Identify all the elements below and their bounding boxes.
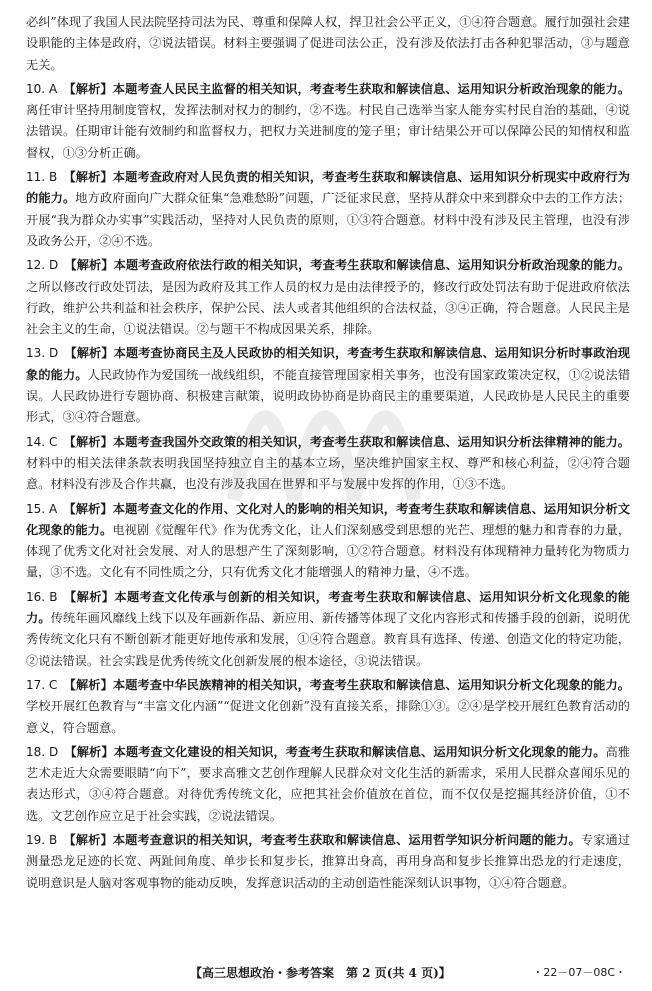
answer-number: 13. D xyxy=(26,346,59,361)
answer-item xyxy=(26,255,630,340)
answer-analysis-lead: 【解析】本题考查政府对人民负责的相关知识，考查考生获取和解读信息、运用知识分析现实中政府行为的能力。 xyxy=(26,170,630,206)
answer-analysis-body: 之所以修改行政处罚法，是因为政府及其工作人员的权力是由法律授予的，修改行政处罚法有助于促进政府依法行政，维护公共利益和社会秩序，保护公民、法人或者其他组织的合法权益，③④正确，符合题意。人民民主是社会主义的生命，①说法错误。②与题干不构成因果关系，排除。 xyxy=(26,279,630,337)
answer-item xyxy=(26,742,630,827)
answer-analysis-lead: 【解析】本题考查文化传承与创新的相关知识，考查考生获取和解读信息、运用知识分析文化现象的能力。 xyxy=(26,589,630,626)
answer-analysis-lead: 【解析】本题考查意识的相关知识，考查考生获取和解读信息、运用哲学知识分析问题的能力。 xyxy=(63,832,581,847)
answer-item xyxy=(26,343,630,428)
answer-analysis-lead: 【解析】本题考查协商民主及人民政协的相关知识，考查考生获取和解读信息、运用知识分析时事政治现象的能力。 xyxy=(26,346,630,382)
answer-number: 18. D xyxy=(26,744,59,759)
answer-analysis-lead: 【解析】本题考查政府依法行政的相关知识，考查考生获取和解读信息、运用知识分析政治现象的能力。 xyxy=(64,258,630,273)
answer-list xyxy=(26,79,630,894)
answer-analysis-lead: 【解析】本题考查中华民族精神的相关知识，考查考生获取和解读信息、运用知识分析文化现象的能力。 xyxy=(63,677,630,692)
answer-analysis-body: 人民政协作为爱国统一战线组织，不能直接管理国家相关事务，也没有国家政策决定权，①②说法错误。人民政协进行专题协商、积极建言献策，说明政协协商是协商民主的重要渠道，人民政协是人民民主的重要形式，③④符合题意。 xyxy=(26,367,631,425)
answer-item xyxy=(26,830,630,894)
answer-analysis-body: 高雅艺术走近大众需要眼睛“向下”，要求高雅文艺创作理解人民群众对文化生活的新需求，采用人民群众喜闻乐见的表达形式，③④符合题意。对待优秀传统文化，应把其社会价值放在首位，而不仅仅是挖掘其经济价值，①不选。文艺创作应立足于社会实践，②说法错误。 xyxy=(26,744,630,823)
answer-analysis-body: 电视剧《觉醒年代》作为优秀文化，让人们深刻感受到思想的光芒、理想的魅力和青春的力量，体现了优秀文化对社会发展、对人的思想产生了深刻影响，①②符合题意。材料没有体现精神力量转化为物质力量，③不选。文化有不同性质之分，只有优秀文化才能增强人的精神力量，④不选。 xyxy=(26,522,631,580)
answer-number: 12. D xyxy=(26,258,59,273)
answer-analysis-body: 离任审计坚持用制度管权，发挥法制对权力的制约，②不选。村民自己选举当家人能夯实村民自治的基础，④说法错误。任期审计能有效制约和监督权力，把权力关进制度的笼子里；审计结果公开可以保障公民的知情权和监督权，①③分析正确。 xyxy=(26,103,630,160)
answer-number: 14. C xyxy=(26,434,58,449)
answer-analysis-body: 传统年画风靡线上线下以及年画新作品、新应用、新传播等体现了文化内容形式和传播手段的创新，说明优秀传统文化只有不断创新才能更好地传承和发展，①④符合题意。教育具有选择、传递、创造文化的特定功能，②说法错误。社会实践是优秀传统文化创新发展的根本途径，③说法错误。 xyxy=(26,611,631,668)
answer-item xyxy=(26,432,630,496)
answer-number: 17. C xyxy=(26,677,58,692)
answer-content xyxy=(26,12,630,897)
page-footer xyxy=(0,963,652,983)
answer-analysis-lead: 【解析】本题考查人民民主监督的相关知识，考查考生获取和解读信息、运用知识分析政治现象的能力。 xyxy=(63,81,631,96)
answer-analysis-lead: 【解析】本题考查我国外交政策的相关知识，考查考生获取和解读信息、运用知识分析法律精神的能力。 xyxy=(63,434,630,449)
answer-item xyxy=(26,587,630,672)
answer-item xyxy=(26,675,630,739)
answer-number: 11. B xyxy=(26,170,58,185)
answer-number: 10. A xyxy=(26,81,58,96)
answer-analysis-body: 学校开展红色教育与“丰富文化内涵”“促进文化创新”没有直接关系，排除①③。②④是学校开展红色教育活动的意义，符合题意。 xyxy=(26,699,630,735)
answer-analysis-lead: 【解析】本题考查文化建设的相关知识，考查考生获取和解读信息、运用知识分析文化现象的能力。 xyxy=(64,744,606,759)
answer-item xyxy=(26,499,630,584)
answer-analysis-body: 专家通过测量恐龙足迹的长宽、两趾间角度、单步长和复步长，推算出身高，再用身高和复步长推算出恐龙的行走速度，说明意识是人脑对客观事物的能动反映，发挥意识活动的主动创造性能深刻认识事物，①④符合题意。 xyxy=(26,832,631,890)
answer-number: 15. A xyxy=(26,501,58,516)
answer-analysis-lead: 【解析】本题考查文化的作用、文化对人的影响的相关知识，考查考生获取和解读信息、运用知识分析文化现象的能力。 xyxy=(26,501,631,537)
footer-title: 【高三思想政治・参考答案 第 2 页(共 4 页)】 xyxy=(190,966,451,980)
answer-item xyxy=(26,79,630,164)
footer-code: ・22－07－08C・ xyxy=(532,966,626,979)
intro-paragraph: 必纠”体现了我国人民法院坚持司法为民、尊重和保障人权，捍卫社会公平正义，①④符合题意。履行加强社会建设职能的主体是政府，②说法错误。材料主要强调了促进司法公正，没有涉及依法打击各种犯罪活动，③与题意无关。 xyxy=(26,15,630,72)
answer-number: 16. B xyxy=(26,589,58,604)
answer-analysis-body: 材料中的相关法律条款表明我国坚持独立自主的基本立场，坚决维护国家主权、尊严和核心利益，②④符合题意。材料没有涉及合作共赢，也没有涉及我国在世界和平与发展中发挥的作用，①③不选。 xyxy=(26,455,630,492)
answer-analysis-body: 地方政府面向广大群众征集“急难愁盼”问题，广泛征求民意，坚持从群众中来到群众中去的工作方法；开展“我为群众办实事”实践活动，坚持对人民负责的原则，①③符合题意。材料中没有涉及民主管理，也没有涉及政务公开，②④不选。 xyxy=(26,191,631,248)
answer-number: 19. B xyxy=(26,832,58,847)
answer-item xyxy=(26,167,630,252)
